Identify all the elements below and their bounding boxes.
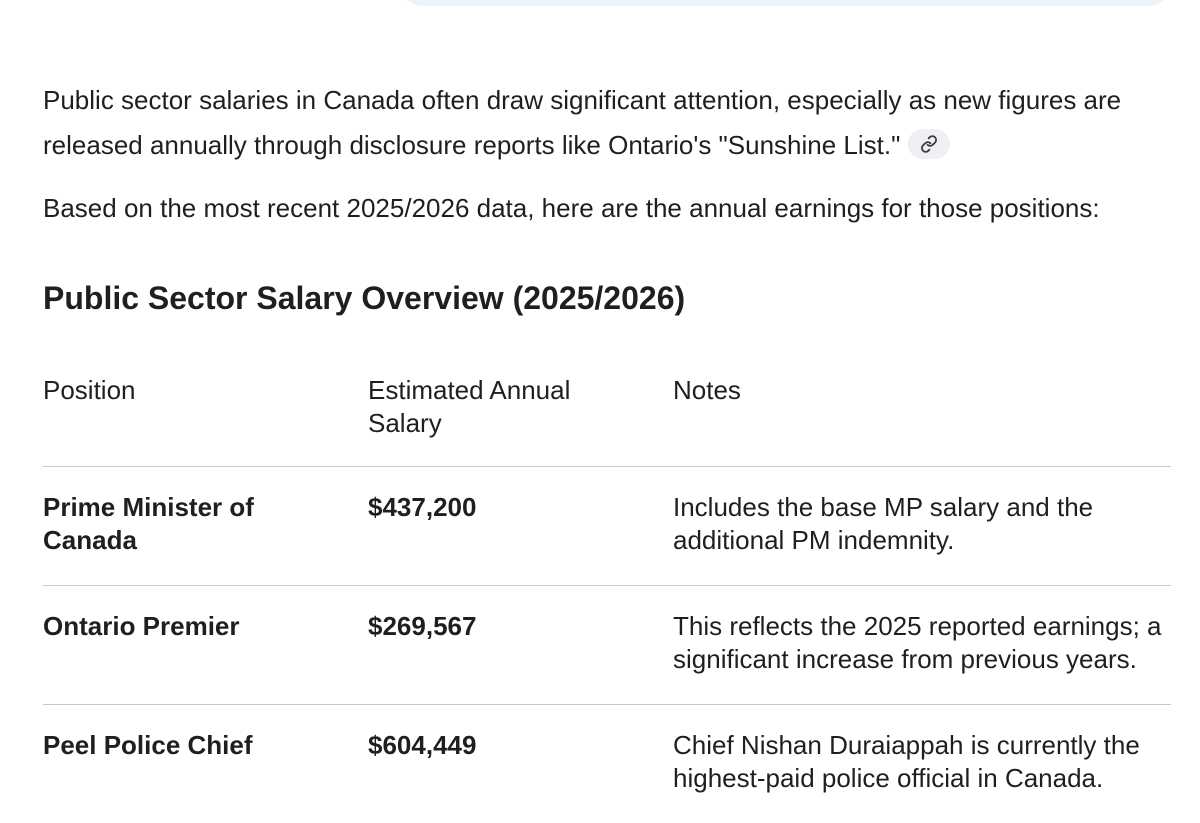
position-cell: Ontario Premier	[43, 611, 240, 641]
table-header-row	[43, 370, 1171, 467]
notes-cell: Chief Nishan Duraiappah is currently the highest-paid police official in Canada.	[673, 730, 1140, 793]
prompt-input-bar[interactable]	[400, 0, 1172, 6]
salary-cell: $604,449	[368, 730, 477, 760]
salary-cell: $437,200	[368, 492, 477, 522]
table-row	[43, 467, 1171, 586]
salary-table	[43, 370, 1171, 823]
intro-paragraph	[43, 78, 1173, 168]
notes-cell: Includes the base MP salary and the additional PM indemnity.	[673, 492, 1094, 555]
header-position: Position	[43, 375, 136, 405]
header-salary: Estimated Annual Salary	[368, 375, 571, 438]
data-intro-paragraph: Based on the most recent 2025/2026 data, here are the annual earnings for those positions:	[43, 193, 1100, 223]
table-row	[43, 586, 1171, 705]
position-cell: Peel Police Chief	[43, 730, 253, 760]
salary-cell: $269,567	[368, 611, 477, 641]
section-title: Public Sector Salary Overview (2025/2026)	[43, 280, 686, 316]
notes-cell: This reflects the 2025 reported earnings; a significant increase from previous years.	[673, 611, 1162, 674]
position-cell: Prime Minister of Canada	[43, 492, 254, 555]
table-row	[43, 705, 1171, 823]
header-notes: Notes	[673, 375, 741, 405]
source-link-chip[interactable]	[908, 129, 950, 159]
intro-paragraph-text: Public sector salaries in Canada often draw significant attention, especially as new figures are released annually through disclosure reports like Ontario's "Sunshine List."	[43, 85, 1122, 160]
link-icon	[920, 135, 938, 153]
